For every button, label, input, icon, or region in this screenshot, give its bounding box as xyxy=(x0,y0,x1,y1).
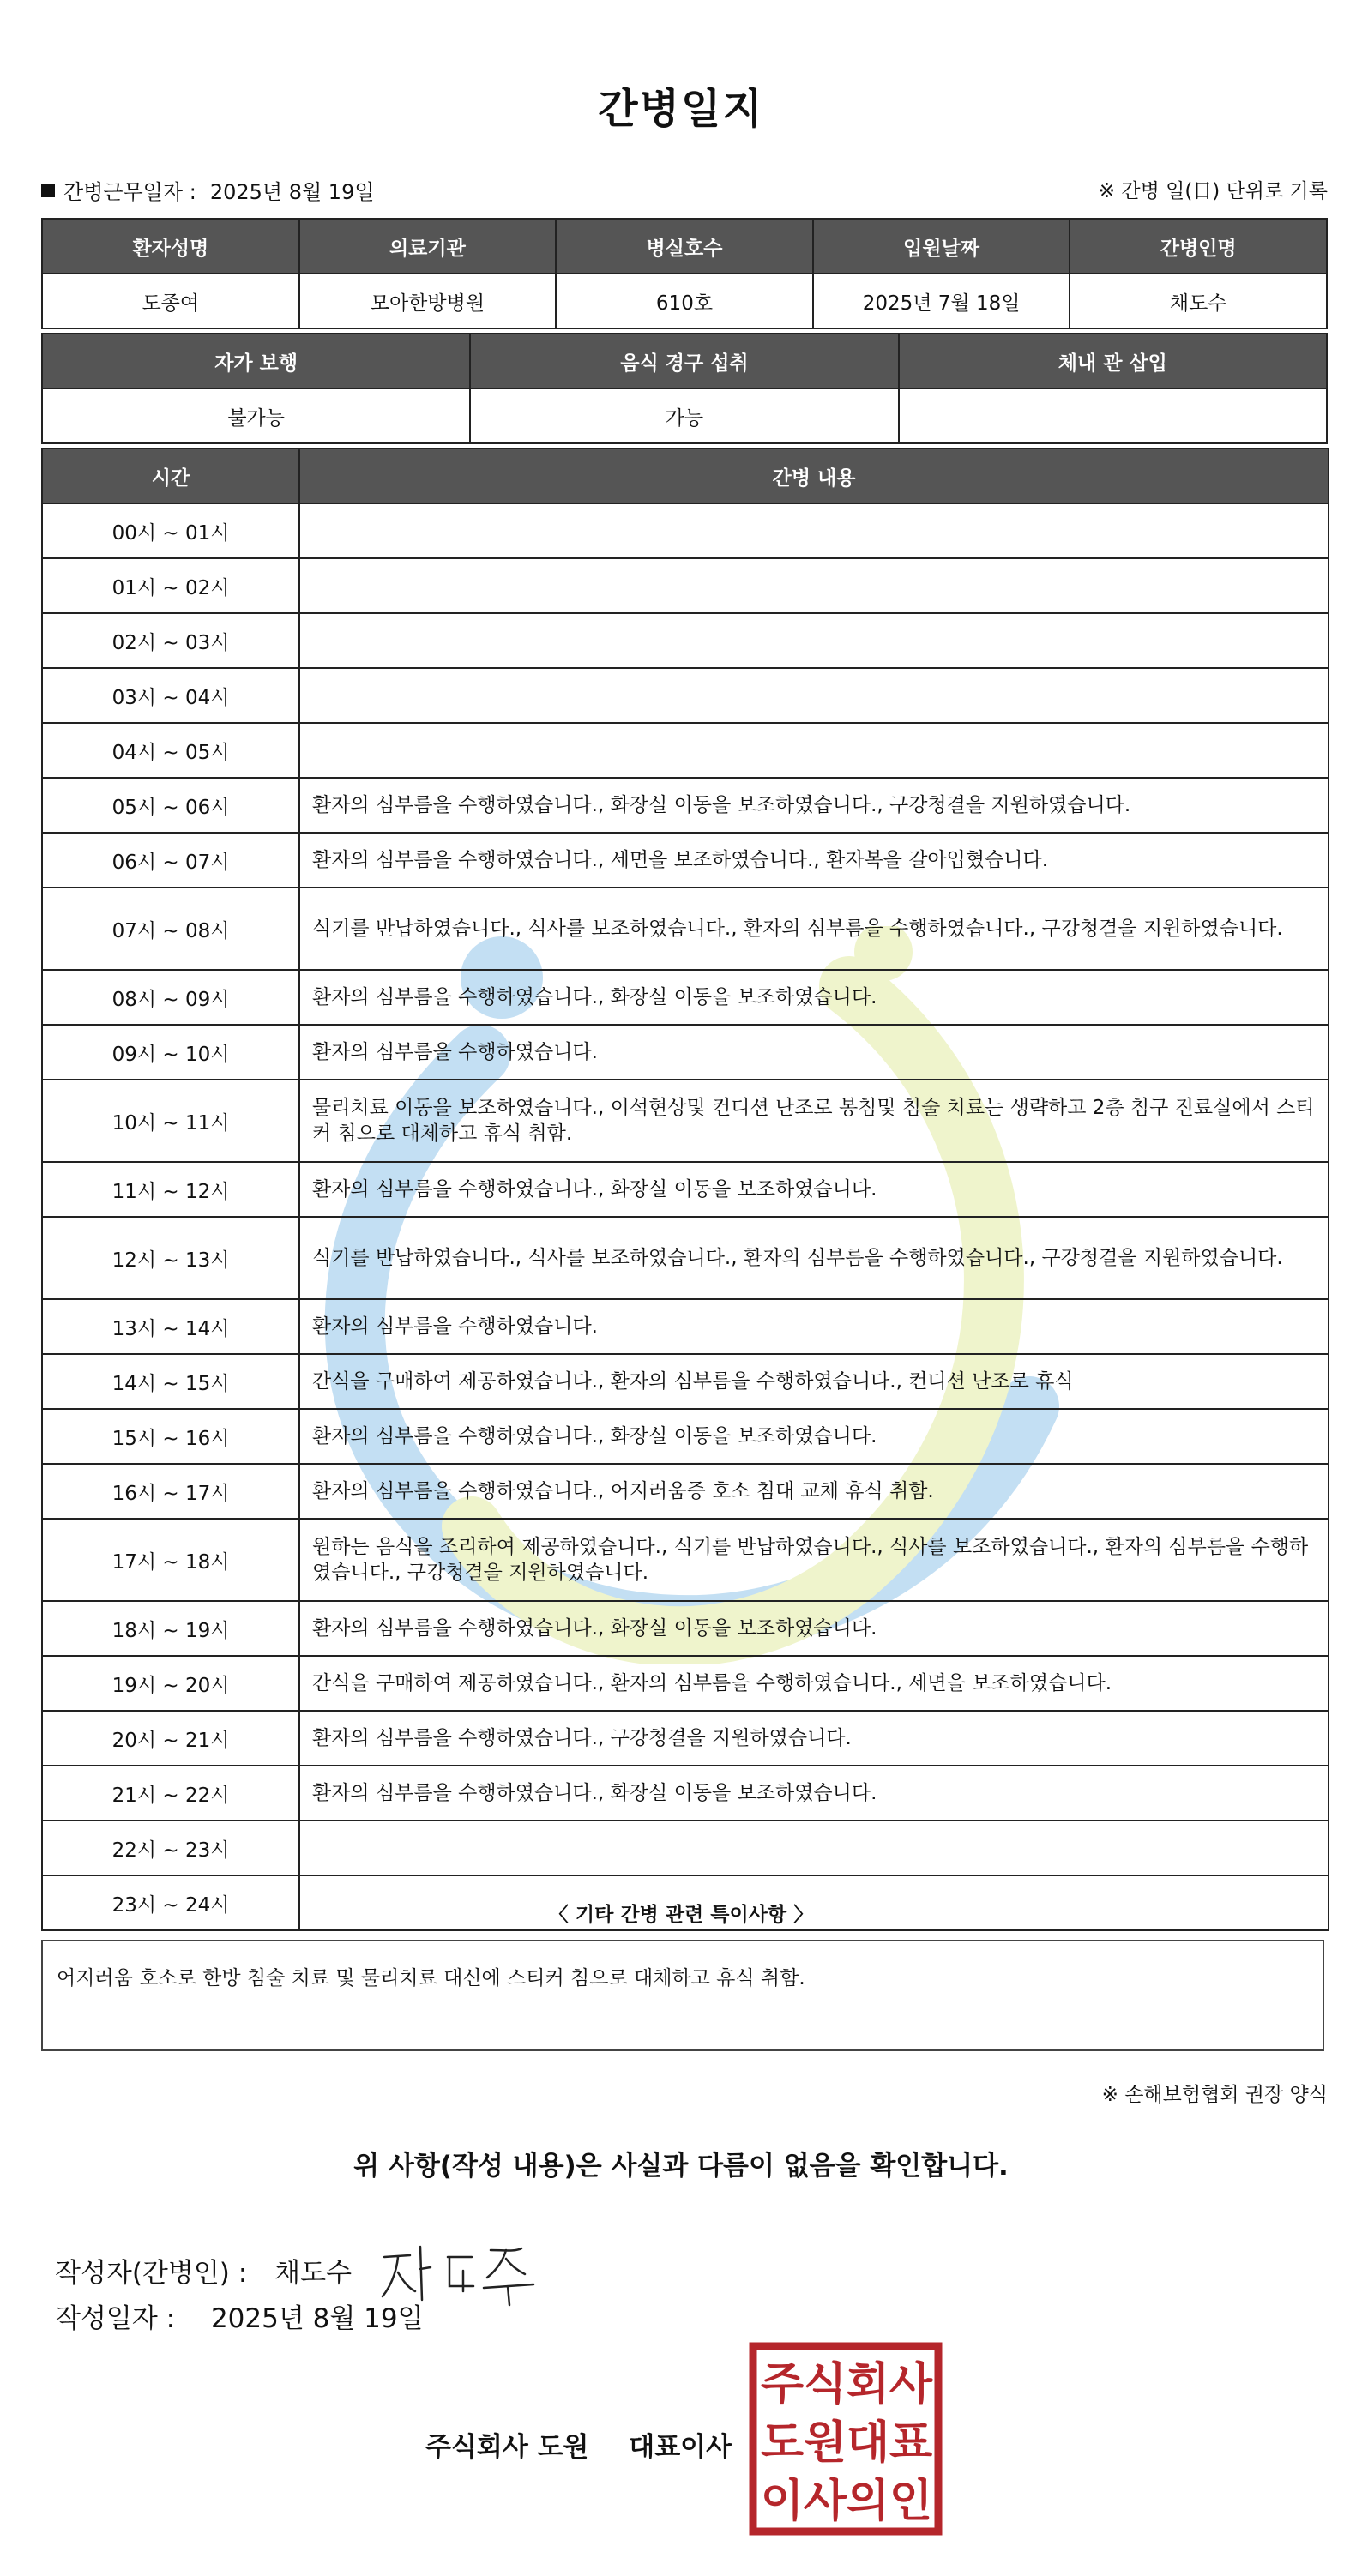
log-content: 환자의 심부름을 수행하였습니다., 세면을 보조하였습니다., 환자복을 갈아입혔습니다. xyxy=(299,833,1329,888)
header-admission-date: 입원날짜 xyxy=(813,219,1070,274)
care-date-line xyxy=(41,175,375,205)
log-row xyxy=(42,1766,1329,1821)
page-title: 간병일지 xyxy=(598,85,764,133)
header-room: 병실호수 xyxy=(556,219,813,274)
confirmation-statement: 위 사항(작성 내용)은 사실과 다름이 없음을 확인합니다. xyxy=(353,2151,1009,2182)
log-header-row xyxy=(42,448,1329,503)
svg-text:도: 도 xyxy=(760,2417,805,2469)
log-time: 03시 ~ 04시 xyxy=(42,668,299,723)
log-row xyxy=(42,1464,1329,1519)
log-time: 05시 ~ 06시 xyxy=(42,778,299,833)
log-time: 02시 ~ 03시 xyxy=(42,613,299,668)
log-content: 환자의 심부름을 수행하였습니다., 구강청결을 지원하였습니다. xyxy=(299,1711,1329,1766)
log-row xyxy=(42,503,1329,558)
log-row xyxy=(42,668,1329,723)
log-time: 13시 ~ 14시 xyxy=(42,1299,299,1354)
log-content: 환자의 심부름을 수행하였습니다. xyxy=(299,1025,1329,1080)
company-title: 대표이사 xyxy=(629,2432,732,2463)
patient-info-value-row xyxy=(42,274,1327,328)
log-content: 환자의 심부름을 수행하였습니다., 화장실 이동을 보조하였습니다. xyxy=(299,970,1329,1025)
log-row xyxy=(42,888,1329,970)
log-content: 간식을 구매하여 제공하였습니다., 환자의 심부름을 수행하였습니다., 세면을 보조하였습니다. xyxy=(299,1656,1329,1711)
company-name: 주식회사 도원 xyxy=(425,2432,589,2463)
patient-name: 도종여 xyxy=(42,274,299,328)
log-content: 식기를 반납하였습니다., 식사를 보조하였습니다., 환자의 심부름을 수행하였습니다., 구강청결을 지원하였습니다. xyxy=(299,1217,1329,1299)
square-bullet-icon xyxy=(41,184,55,197)
tube-insertion-status xyxy=(899,388,1327,443)
log-content: 환자의 심부름을 수행하였습니다., 화장실 이동을 보조하였습니다. xyxy=(299,1162,1329,1217)
log-row xyxy=(42,1080,1329,1162)
written-date: 2025년 8월 19일 xyxy=(210,2303,424,2334)
log-content xyxy=(299,1821,1329,1875)
log-time: 23시 ~ 24시 xyxy=(42,1875,299,1930)
patient-info-table xyxy=(41,218,1328,329)
log-time: 16시 ~ 17시 xyxy=(42,1464,299,1519)
association-note: ※ 손해보험협회 권장 양식 xyxy=(1101,2084,1328,2106)
log-time: 21시 ~ 22시 xyxy=(42,1766,299,1821)
status-value-row xyxy=(42,388,1327,443)
log-content: 원하는 음식을 조리하여 제공하였습니다., 식기를 반납하였습니다., 식사를 보조하였습니다., 환자의 심부름을 수행하였습니다., 구강청결을 지원하였습니다. xyxy=(299,1519,1329,1601)
log-row xyxy=(42,1162,1329,1217)
care-date: 2025년 8월 19일 xyxy=(209,180,375,204)
log-content: 물리치료 이동을 보조하였습니다., 이석현상및 컨디션 난조로 봉침및 침술 치료는 생략하고 2층 침구 진료실에서 스티커 침으로 대체하고 휴식 취함. xyxy=(299,1080,1329,1162)
special-notes-box xyxy=(41,1940,1324,2051)
log-time: 20시 ~ 21시 xyxy=(42,1711,299,1766)
log-row xyxy=(42,1354,1329,1409)
room-number: 610호 xyxy=(556,274,813,328)
svg-text:표: 표 xyxy=(889,2417,933,2469)
log-content: 환자의 심부름을 수행하였습니다., 화장실 이동을 보조하였습니다. xyxy=(299,1409,1329,1464)
log-content xyxy=(299,668,1329,723)
svg-text:원: 원 xyxy=(803,2417,847,2469)
unit-note: ※ 간병 일(日) 단위로 기록 xyxy=(1098,180,1328,202)
log-time: 22시 ~ 23시 xyxy=(42,1821,299,1875)
log-content: 간식을 구매하여 제공하였습니다., 환자의 심부름을 수행하였습니다., 컨디션 난조로 휴식 xyxy=(299,1354,1329,1409)
log-time: 10시 ~ 11시 xyxy=(42,1080,299,1162)
log-content xyxy=(299,723,1329,778)
header-caregiver: 간병인명 xyxy=(1070,219,1327,274)
log-time: 09시 ~ 10시 xyxy=(42,1025,299,1080)
admission-date: 2025년 7월 18일 xyxy=(813,274,1070,328)
log-time: 01시 ~ 02시 xyxy=(42,558,299,613)
log-row xyxy=(42,613,1329,668)
writer-name: 채도수 xyxy=(274,2257,353,2289)
log-row xyxy=(42,833,1329,888)
log-row xyxy=(42,1217,1329,1299)
svg-text:의: 의 xyxy=(846,2476,890,2527)
log-time: 08시 ~ 09시 xyxy=(42,970,299,1025)
log-time: 06시 ~ 07시 xyxy=(42,833,299,888)
writer-label: 작성자(간병인) : xyxy=(55,2257,248,2289)
log-time: 17시 ~ 18시 xyxy=(42,1519,299,1601)
log-time: 12시 ~ 13시 xyxy=(42,1217,299,1299)
log-row xyxy=(42,1601,1329,1656)
header-time: 시간 xyxy=(42,448,299,503)
patient-status-table xyxy=(41,333,1328,444)
log-time: 04시 ~ 05시 xyxy=(42,723,299,778)
company-line xyxy=(425,2425,732,2464)
log-content xyxy=(299,503,1329,558)
log-body xyxy=(42,503,1329,1930)
header-care-content: 간병 내용 xyxy=(299,448,1329,503)
log-content: 식기를 반납하였습니다., 식사를 보조하였습니다., 환자의 심부름을 수행하였습니다., 구강청결을 지원하였습니다. xyxy=(299,888,1329,970)
header-tube-insertion: 체내 관 삽입 xyxy=(899,334,1327,388)
caregiver-name: 채도수 xyxy=(1070,274,1327,328)
log-row xyxy=(42,1409,1329,1464)
header-patient-name: 환자성명 xyxy=(42,219,299,274)
log-time: 07시 ~ 08시 xyxy=(42,888,299,970)
log-row xyxy=(42,1821,1329,1875)
special-notes-heading: 〈 기타 간병 관련 특이사항 〉 xyxy=(548,1904,814,1926)
svg-text:인: 인 xyxy=(889,2476,933,2527)
log-time: 00시 ~ 01시 xyxy=(42,503,299,558)
status-header-row xyxy=(42,334,1327,388)
company-seal-icon xyxy=(748,2341,943,2537)
log-row xyxy=(42,778,1329,833)
log-content: 환자의 심부름을 수행하였습니다., 화장실 이동을 보조하였습니다. xyxy=(299,1766,1329,1821)
log-time: 19시 ~ 20시 xyxy=(42,1656,299,1711)
log-row xyxy=(42,1025,1329,1080)
log-content: 환자의 심부름을 수행하였습니다. xyxy=(299,1299,1329,1354)
institution: 모아한방병원 xyxy=(299,274,557,328)
log-content: 환자의 심부름을 수행하였습니다., 어지러움증 호소 침대 교체 휴식 취함. xyxy=(299,1464,1329,1519)
log-content xyxy=(299,558,1329,613)
log-content xyxy=(299,613,1329,668)
oral-intake-status: 가능 xyxy=(470,388,898,443)
log-content: 환자의 심부름을 수행하였습니다., 화장실 이동을 보조하였습니다., 구강청결을 지원하였습니다. xyxy=(299,778,1329,833)
log-row xyxy=(42,1656,1329,1711)
header-oral-intake: 음식 경구 섭취 xyxy=(470,334,898,388)
log-time: 11시 ~ 12시 xyxy=(42,1162,299,1217)
walking-status: 불가능 xyxy=(42,388,470,443)
care-date-label: 간병근무일자 : xyxy=(63,180,196,204)
header-institution: 의료기관 xyxy=(299,219,557,274)
log-content: 환자의 심부름을 수행하였습니다., 화장실 이동을 보조하였습니다. xyxy=(299,1601,1329,1656)
svg-text:주: 주 xyxy=(760,2359,805,2410)
special-notes-text: 어지러움 호소로 한방 침술 치료 및 물리치료 대신에 스티커 침으로 대체하고 휴식 취함. xyxy=(57,1967,805,1989)
log-time: 15시 ~ 16시 xyxy=(42,1409,299,1464)
patient-info-header-row xyxy=(42,219,1327,274)
log-row xyxy=(42,1519,1329,1601)
log-row xyxy=(42,1711,1329,1766)
log-time: 18시 ~ 19시 xyxy=(42,1601,299,1656)
svg-text:대: 대 xyxy=(846,2417,890,2469)
svg-text:회: 회 xyxy=(846,2359,890,2410)
svg-text:사: 사 xyxy=(889,2359,933,2410)
svg-text:이: 이 xyxy=(760,2476,805,2527)
svg-text:식: 식 xyxy=(803,2359,847,2410)
log-row xyxy=(42,558,1329,613)
svg-text:사: 사 xyxy=(803,2476,847,2527)
log-time: 14시 ~ 15시 xyxy=(42,1354,299,1409)
header-walking: 자가 보행 xyxy=(42,334,470,388)
log-row xyxy=(42,1299,1329,1354)
written-date-line xyxy=(55,2296,424,2335)
log-row xyxy=(42,723,1329,778)
care-log-table xyxy=(41,448,1329,1931)
written-date-label: 작성일자 : xyxy=(55,2303,176,2334)
log-row xyxy=(42,970,1329,1025)
